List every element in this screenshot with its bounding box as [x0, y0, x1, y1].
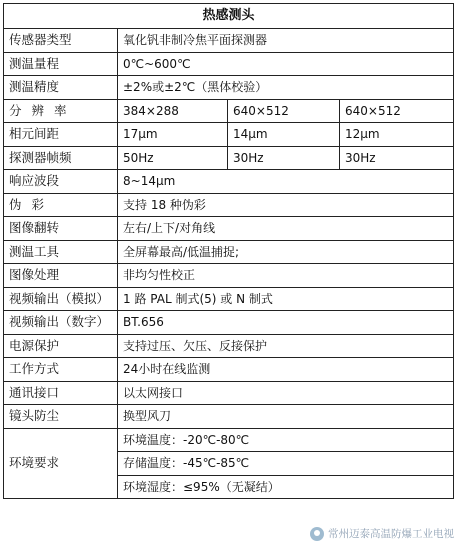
- row-value-work-mode: 24小时在线监测: [118, 358, 454, 382]
- table-row: [4, 217, 454, 241]
- table-row: [4, 405, 454, 429]
- row-value-measure-tool: 全屏幕最高/低温捕捉;: [118, 240, 454, 264]
- env-storage-temp: 存储温度：-45℃-85℃: [118, 452, 454, 476]
- row-value-pseudo-color: 支持 18 种伪彩: [118, 193, 454, 217]
- row-label-environment: 环境要求: [4, 428, 118, 499]
- row-label-work-mode: 工作方式: [4, 358, 118, 382]
- table-row: [4, 123, 454, 147]
- row-label-pixel-pitch: 相元间距: [4, 123, 118, 147]
- row-label-measure-range: 测温量程: [4, 52, 118, 76]
- row-label-image-processing: 图像处理: [4, 264, 118, 288]
- pixel-pitch-value-2: 14μm: [228, 123, 340, 147]
- row-label-video-digital: 视频输出（数字）: [4, 311, 118, 335]
- wechat-logo-icon: [310, 527, 324, 541]
- row-value-video-analog: 1 路 PAL 制式(5) 或 N 制式: [118, 287, 454, 311]
- table-row: [4, 240, 454, 264]
- row-value-accuracy: ±2%或±2℃（黑体校验）: [118, 76, 454, 100]
- spec-table: [3, 3, 454, 499]
- pixel-pitch-value-3: 12μm: [340, 123, 454, 147]
- row-value-image-flip: 左右/上下/对角线: [118, 217, 454, 241]
- row-value-lens-dustproof: 换型风刀: [118, 405, 454, 429]
- row-value-power-protection: 支持过压、欠压、反接保护: [118, 334, 454, 358]
- row-value-measure-range: 0℃~600℃: [118, 52, 454, 76]
- row-label-comm-interface: 通讯接口: [4, 381, 118, 405]
- row-label-power-protection: 电源保护: [4, 334, 118, 358]
- row-label-resolution: 分 辨 率: [4, 99, 118, 123]
- table-title: 热感测头: [4, 4, 454, 29]
- table-row: [4, 311, 454, 335]
- table-row: [4, 428, 454, 452]
- table-row: [4, 287, 454, 311]
- table-row: [4, 52, 454, 76]
- resolution-value-2: 640×512: [228, 99, 340, 123]
- row-label-frame-rate: 探测器帧频: [4, 146, 118, 170]
- resolution-value-1: 384×288: [118, 99, 228, 123]
- row-label-image-flip: 图像翻转: [4, 217, 118, 241]
- table-row: [4, 358, 454, 382]
- row-label-pseudo-color: 伪 彩: [4, 193, 118, 217]
- watermark: [310, 526, 454, 541]
- table-row: [4, 193, 454, 217]
- row-value-wavelength: 8~14μm: [118, 170, 454, 194]
- table-row: [4, 146, 454, 170]
- table-row: [4, 170, 454, 194]
- frame-rate-value-2: 30Hz: [228, 146, 340, 170]
- row-label-measure-tool: 测温工具: [4, 240, 118, 264]
- watermark-text: 常州迈泰高温防爆工业电视: [328, 528, 454, 540]
- table-title-row: [4, 4, 454, 29]
- row-label-accuracy: 测温精度: [4, 76, 118, 100]
- row-label-wavelength: 响应波段: [4, 170, 118, 194]
- env-humidity: 环境湿度：≤95%（无凝结）: [118, 475, 454, 499]
- table-row: [4, 334, 454, 358]
- table-row: [4, 264, 454, 288]
- env-operating-temp: 环境温度：-20℃-80℃: [118, 428, 454, 452]
- table-row: [4, 76, 454, 100]
- row-value-image-processing: 非均匀性校正: [118, 264, 454, 288]
- frame-rate-value-3: 30Hz: [340, 146, 454, 170]
- row-label-sensor-type: 传感器类型: [4, 29, 118, 53]
- row-value-comm-interface: 以太网接口: [118, 381, 454, 405]
- resolution-value-3: 640×512: [340, 99, 454, 123]
- table-row: [4, 381, 454, 405]
- table-row: [4, 99, 454, 123]
- table-row: [4, 29, 454, 53]
- frame-rate-value-1: 50Hz: [118, 146, 228, 170]
- row-label-video-analog: 视频输出（模拟）: [4, 287, 118, 311]
- row-label-lens-dustproof: 镜头防尘: [4, 405, 118, 429]
- row-value-video-digital: BT.656: [118, 311, 454, 335]
- pixel-pitch-value-1: 17μm: [118, 123, 228, 147]
- row-value-sensor-type: 氧化钒非制冷焦平面探测器: [118, 29, 454, 53]
